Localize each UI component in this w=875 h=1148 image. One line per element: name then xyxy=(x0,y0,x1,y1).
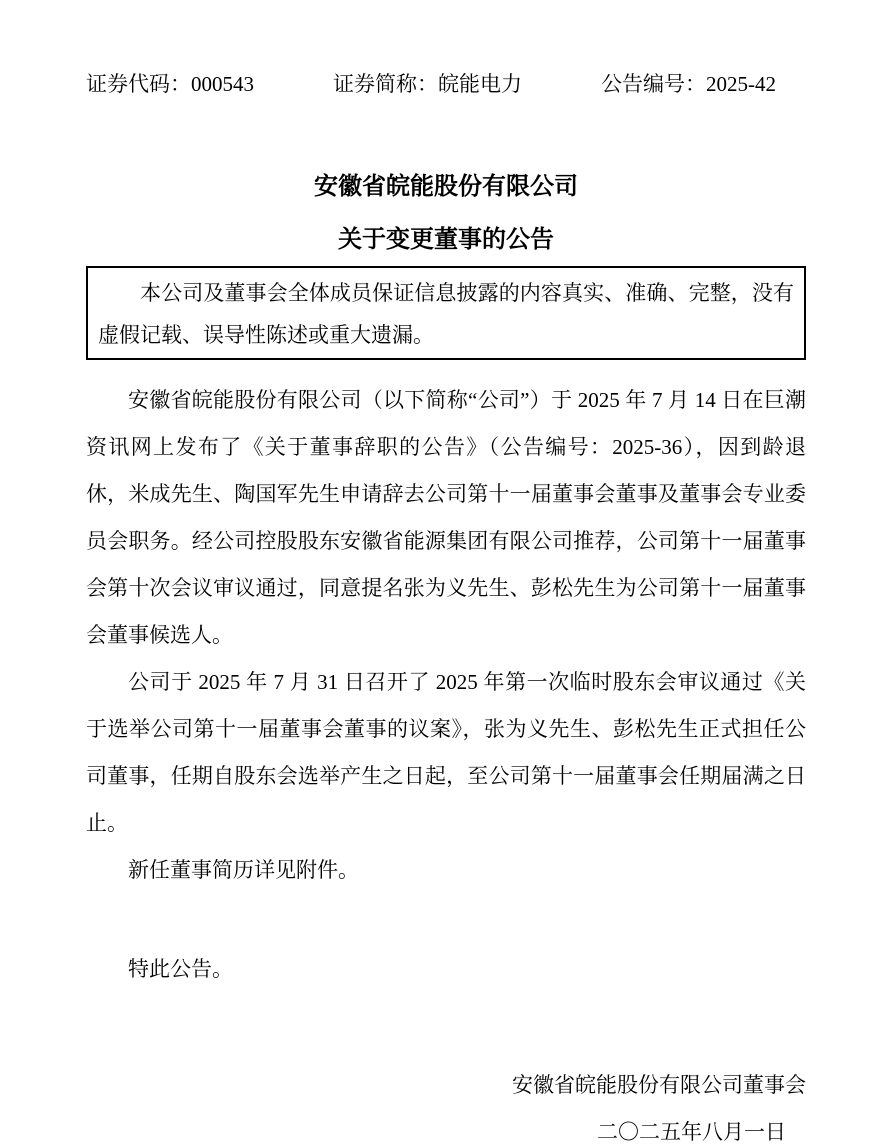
announcement-title: 关于变更董事的公告 xyxy=(338,227,554,253)
document-header-row xyxy=(86,73,806,95)
paragraph-1: 安徽省皖能股份有限公司（以下简称“公司”）于 2025 年 7 月 14 日在巨潮资讯网上发布了《关于董事辞职的公告》（公告编号：2025-36），因到龄退休，米成先生、陶国军先生申请辞去公司第十一届董事会董事及董事会专业委员会职务。经公司控股股东安徽省能源集团有限公司推荐，公司第十一届董事会第十次会议审议通过，同意提名张为义先生、彭松先生为公司第十一届董事会董事候选人。 xyxy=(86,388,806,647)
document-body xyxy=(86,377,806,1148)
announcement-number: 公告编号：2025-42 xyxy=(601,72,776,96)
disclaimer-box xyxy=(86,266,806,360)
paragraph-3: 新任董事简历详见附件。 xyxy=(128,858,359,882)
disclaimer-text: 本公司及董事会全体成员保证信息披露的内容真实、准确、完整，没有虚假记载、误导性陈述或重大遗漏。 xyxy=(98,281,794,347)
stock-name: 证券简称：皖能电力 xyxy=(333,72,522,96)
company-title: 安徽省皖能股份有限公司 xyxy=(314,174,578,200)
stock-code: 证券代码：000543 xyxy=(86,72,254,96)
signature-date: 二〇二五年八月一日 xyxy=(597,1120,786,1144)
paragraph-2: 公司于 2025 年 7 月 31 日召开了 2025 年第一次临时股东会审议通过《关于选举公司第十一届董事会董事的议案》，张为义先生、彭松先生正式担任公司董事，任期自股东会选举产生之日起，至公司第十一届董事会任期届满之日止。 xyxy=(86,670,806,835)
closing-statement: 特此公告。 xyxy=(128,957,233,981)
signature-company: 安徽省皖能股份有限公司董事会 xyxy=(512,1073,806,1097)
